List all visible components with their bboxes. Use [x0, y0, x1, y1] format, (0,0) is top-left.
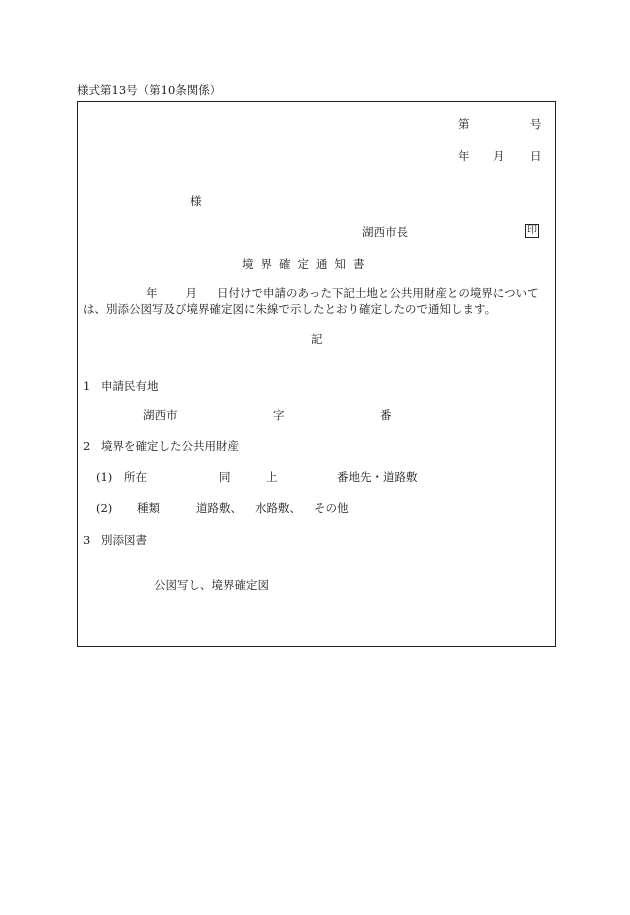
section-2-item-1-label: 所在 [124, 470, 147, 484]
section-2-label: 境界を確定した公共用財産 [101, 439, 239, 453]
issuer-title: 湖西市長 [362, 225, 408, 239]
body-line1-text: 日付けで申請のあった下記土地と公共用財産との境界につい [217, 286, 528, 300]
body-line1-end: て [527, 286, 539, 300]
section-3-label: 別添図書 [101, 533, 147, 547]
document-frame [77, 101, 556, 647]
number-suffix: 号 [530, 117, 542, 131]
ki-heading: 記 [311, 332, 323, 346]
body-month: 月 [185, 286, 197, 300]
section-3-number: 3 [83, 533, 91, 547]
date-day: 日 [530, 149, 542, 163]
section-2-item-2-type-waterway: 水路敷、 [255, 501, 301, 515]
section-2-item-1-number: (1) [96, 470, 113, 484]
section-2-item-2-label: 種類 [137, 501, 160, 515]
body-line-2: は、別添公図写及び境界確定図に朱線で示したとおり確定したので通知します。 [83, 302, 497, 316]
seal-mark: 印 [527, 225, 537, 236]
date-month: 月 [493, 149, 505, 163]
body-year: 年 [146, 286, 158, 300]
form-number-label: 様式第13号（第10条関係） [77, 83, 222, 97]
section-2-item-1-address: 番地先・道路敷 [337, 470, 418, 484]
section-2-number: 2 [83, 439, 91, 453]
section-2-item-1-jou: 上 [266, 470, 278, 484]
section-1-ban: 番 [380, 408, 392, 422]
section-1-label: 申請民有地 [101, 379, 159, 393]
section-2-item-2-number: (2) [96, 501, 113, 515]
section-2-item-1-dou: 同 [219, 470, 231, 484]
section-1-number: 1 [83, 379, 91, 393]
section-2-item-2-type-other: その他 [314, 501, 349, 515]
addressee-suffix: 様 [190, 194, 202, 208]
section-1-aza: 字 [273, 408, 285, 422]
number-prefix: 第 [458, 117, 470, 131]
section-1-city: 湖西市 [143, 408, 178, 422]
section-3-documents: 公図写し、境界確定図 [154, 578, 269, 592]
document-title: 境界確定通知書 [242, 257, 372, 271]
section-2-item-2-type-road: 道路敷、 [196, 501, 242, 515]
date-year: 年 [458, 149, 470, 163]
body-line-1 [146, 288, 539, 300]
